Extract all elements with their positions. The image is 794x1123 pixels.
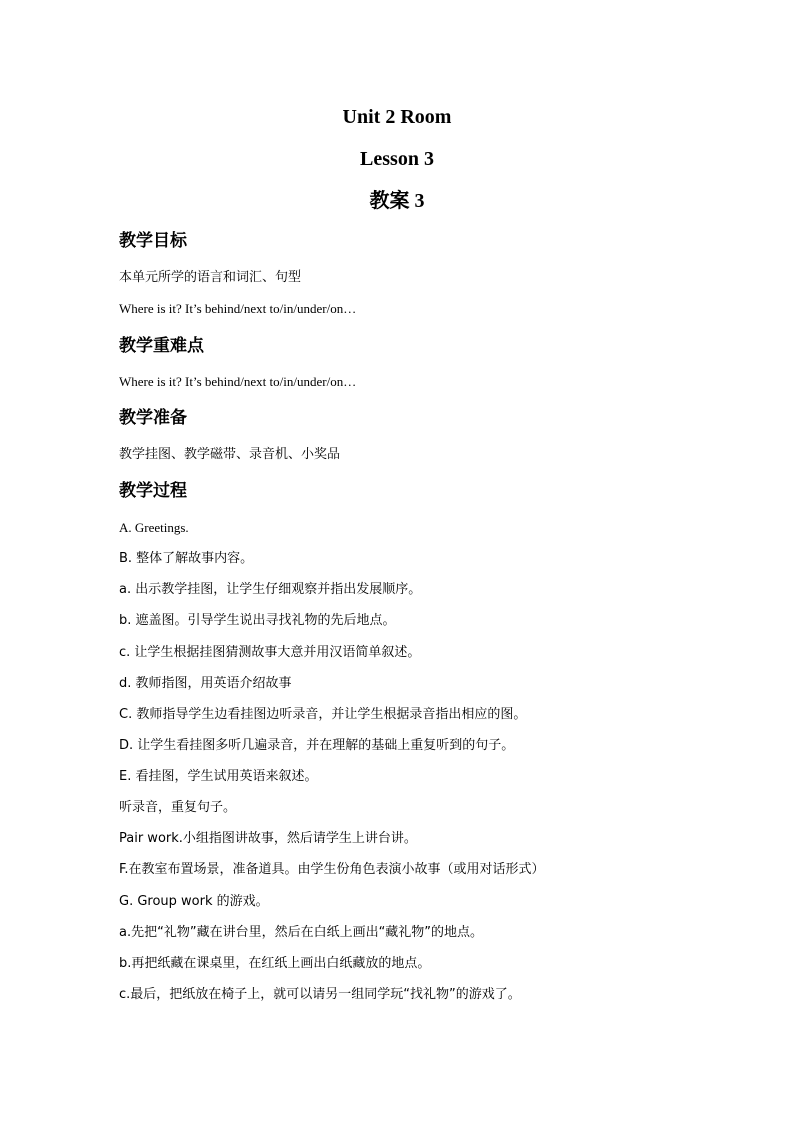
section-heading-objectives: 教学目标: [119, 231, 187, 251]
procedure-line: B. 整体了解故事内容。: [119, 551, 254, 566]
key-points-line: Where is it? It’s behind/next to/in/under/on…: [119, 374, 357, 389]
objectives-line: Where is it? It’s behind/next to/in/under/on…: [119, 301, 357, 316]
objectives-line: 本单元所学的语言和词汇、句型: [119, 270, 302, 285]
section-heading-key-points: 教学重难点: [119, 336, 204, 356]
procedure-line: a.先把“礼物”藏在讲台里，然后在白纸上画出“藏礼物”的地点。: [119, 925, 484, 940]
procedure-line: d. 教师指图，用英语介绍故事: [119, 676, 292, 691]
procedure-line: b. 遮盖图。引导学生说出寻找礼物的先后地点。: [119, 613, 396, 628]
section-heading-preparation: 教学准备: [119, 408, 187, 428]
plan-title: 教案 3: [369, 190, 425, 212]
procedure-line: b.再把纸藏在课桌里，在红纸上画出白纸藏放的地点。: [119, 956, 431, 971]
procedure-line: E. 看挂图，学生试用英语来叙述。: [119, 769, 318, 784]
procedure-line: F.在教室布置场景，准备道具。由学生份角色表演小故事（或用对话形式）: [119, 862, 545, 877]
procedure-line: G. Group work 的游戏。: [119, 894, 269, 909]
procedure-line: A. Greetings.: [119, 520, 189, 535]
procedure-line: 听录音，重复句子。: [119, 800, 237, 815]
procedure-line: D. 让学生看挂图多听几遍录音，并在理解的基础上重复听到的句子。: [119, 738, 515, 753]
procedure-line: C. 教师指导学生边看挂图边听录音，并让学生根据录音指出相应的图。: [119, 707, 527, 722]
procedure-line: Pair work.小组指图讲故事，然后请学生上讲台讲。: [119, 831, 417, 846]
document-title: Unit 2 Room: [342, 106, 452, 128]
procedure-line: c. 让学生根据挂图猜测故事大意并用汉语简单叙述。: [119, 645, 421, 660]
section-heading-procedure: 教学过程: [119, 481, 187, 501]
preparation-line: 教学挂图、教学磁带、录音机、小奖品: [119, 447, 341, 462]
lesson-title: Lesson 3: [360, 148, 434, 170]
procedure-line: a. 出示教学挂图，让学生仔细观察并指出发展顺序。: [119, 582, 422, 597]
procedure-line: c.最后，把纸放在椅子上，就可以请另一组同学玩“找礼物”的游戏了。: [119, 987, 521, 1002]
